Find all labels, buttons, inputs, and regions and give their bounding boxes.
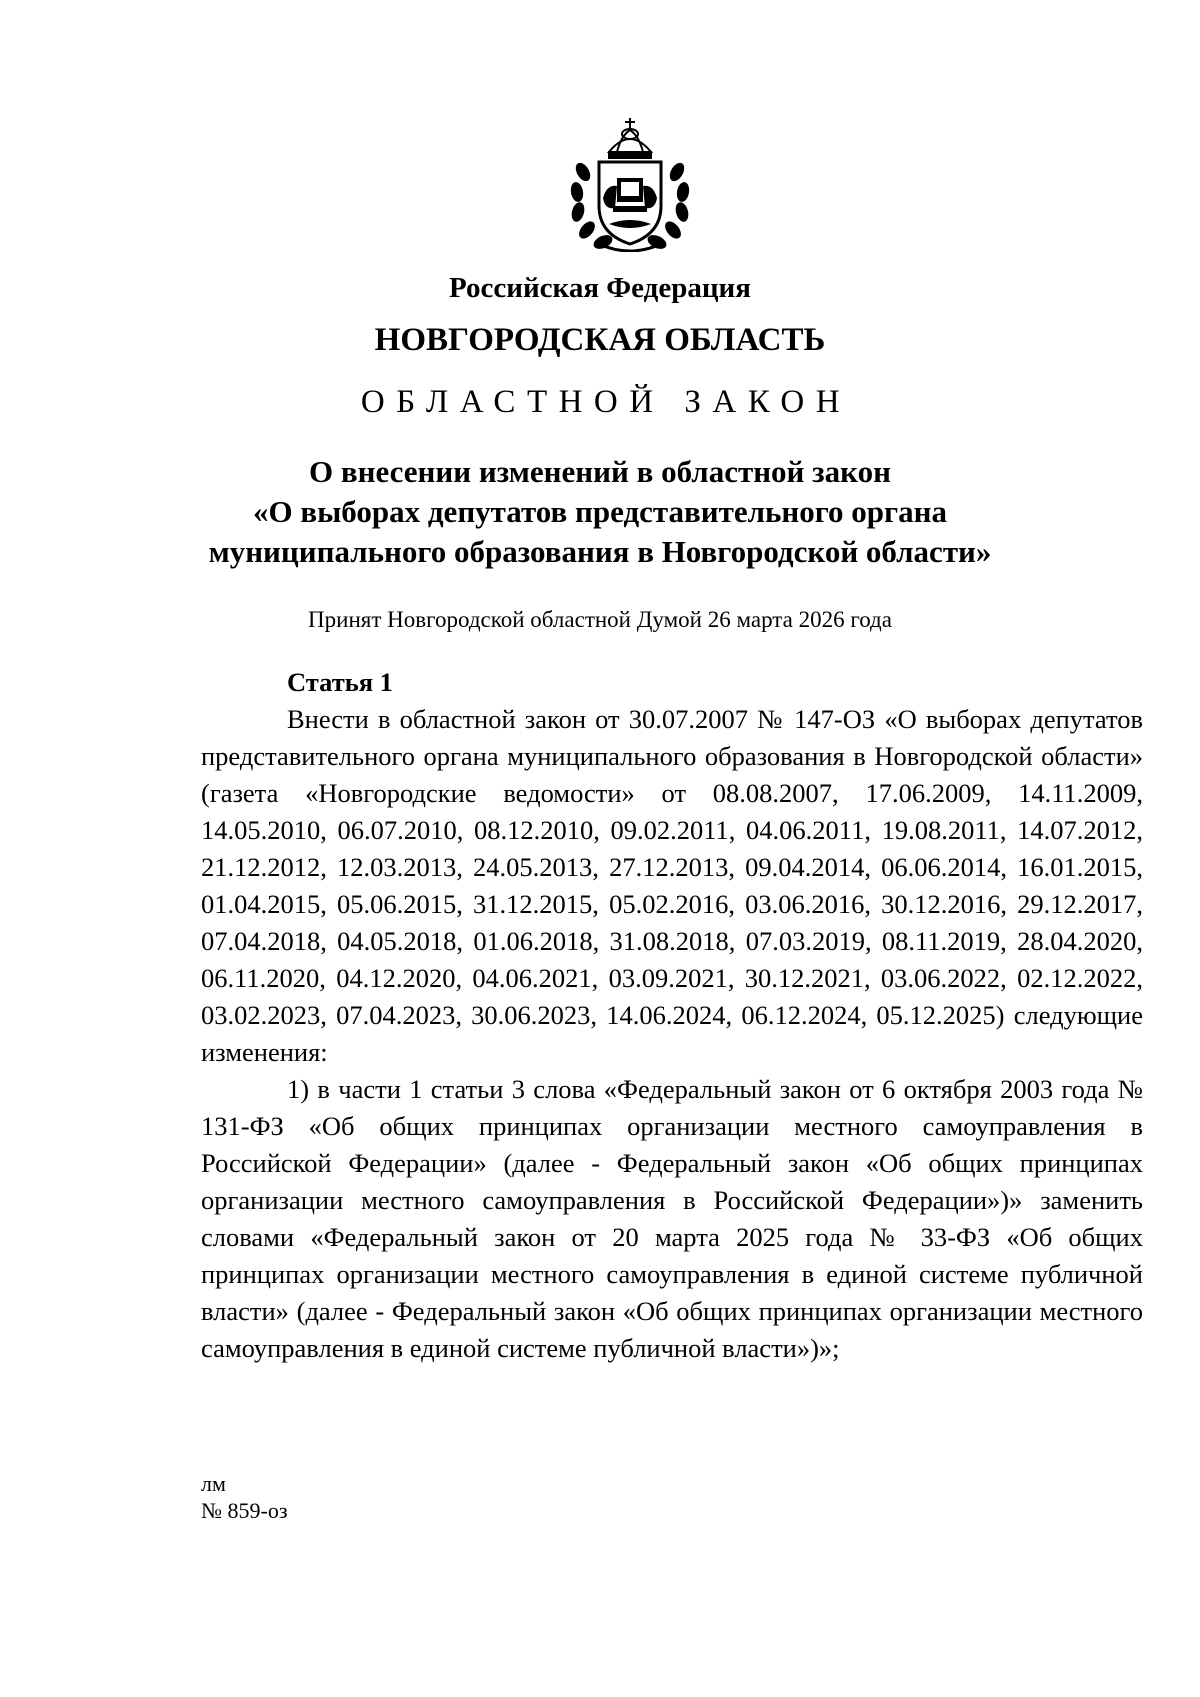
law-title-line: О внесении изменений в областной закон bbox=[309, 454, 891, 489]
article-heading: Статья 1 bbox=[287, 667, 393, 697]
law-body bbox=[201, 664, 1143, 1367]
coat-of-arms-icon bbox=[565, 112, 695, 252]
law-title bbox=[0, 452, 1200, 572]
region-name: НОВГОРОДСКАЯ ОБЛАСТЬ bbox=[374, 322, 826, 358]
footer bbox=[201, 1470, 288, 1524]
article-paragraph: Внести в областной закон от 30.07.2007 № 147-ОЗ «О выборах депутатов представительного органа муниципального образования в Новгородской области» (газета «Новгородские ведомости» от 08.08.2007, 17.06.2009, 14.11.2009, 14.05.2010, 06.07.2010, 08.12.2010, 09.02.2011, 04.06.2011, 19.08.2011, 14.07.2012, 21.12.2012, 12.03.2013, 24.05.2013, 27.12.2013, 09.04.2014, 06.06.2014, 16.01.2015, 01.04.2015, 05.06.2015, 31.12.2015, 05.02.2016, 03.06.2016, 30.12.2016, 29.12.2017, 07.04.2018, 04.05.2018, 01.06.2018, 31.08.2018, 07.03.2019, 08.11.2019, 28.04.2020, 06.11.2020, 04.12.2020, 04.06.2021, 03.09.2021, 30.12.2021, 03.06.2022, 02.12.2022, 03.02.2023, 07.04.2023, 30.06.2023, 14.06.2024, 06.12.2024, 05.12.2025) следующие изменения: bbox=[201, 704, 1143, 1067]
country-name: Российская Федерация bbox=[449, 272, 751, 304]
footer-law-number: № 859-оз bbox=[201, 1498, 288, 1523]
law-title-line: муниципального образования в Новгородской области» bbox=[208, 534, 992, 569]
footer-initials: лм bbox=[201, 1471, 226, 1496]
adoption-note: Принят Новгородской областной Думой 26 марта 2026 года bbox=[308, 607, 892, 632]
document-type: ОБЛАСТНОЙ ЗАКОН bbox=[360, 384, 852, 420]
article-paragraph: 1) в части 1 статьи 3 слова «Федеральный закон от 6 октября 2003 года № 131-ФЗ «Об общих принципах организации местного самоуправления в Российской Федерации» (далее - Федеральный закон «Об общих принципах организации местного самоуправления в Российской Федерации»)» заменить словами «Федеральный закон от 20 марта 2025 года № 33-ФЗ «Об общих принципах организации местного самоуправления в единой системе публичной власти» (далее - Федеральный закон «Об общих принципах организации местного самоуправления в единой системе публичной власти»)»; bbox=[201, 1074, 1143, 1363]
law-title-line: «О выборах депутатов представительного органа bbox=[252, 494, 947, 529]
